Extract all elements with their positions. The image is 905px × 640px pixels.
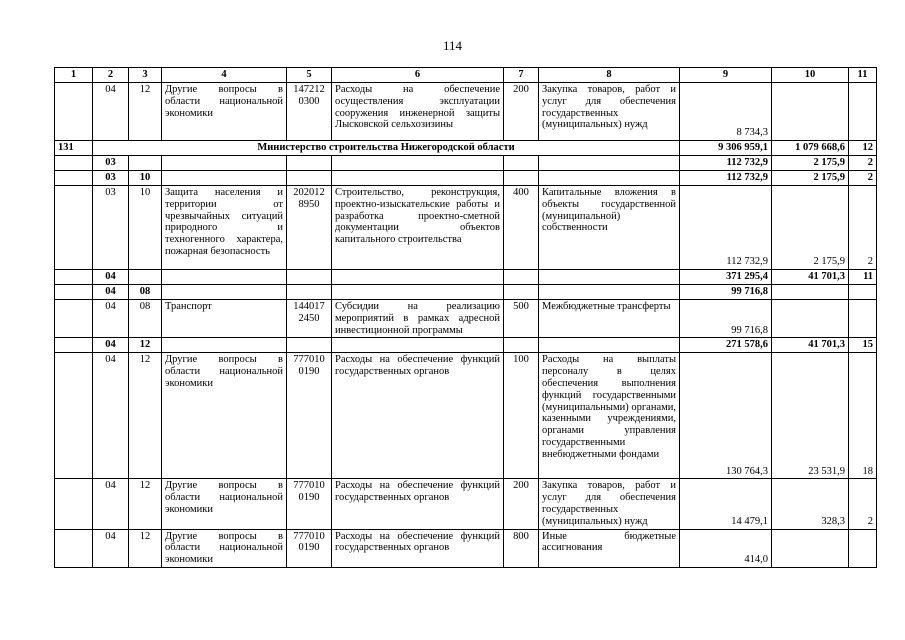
header-cell: 6: [332, 68, 504, 83]
expense-type-code: 400: [504, 186, 539, 270]
target-article-name: Субсидии на реализацию мероприятий в рамках адресной инвестиционной программы: [332, 300, 504, 338]
expense-type-name: Закупка товаров, работ и услуг для обеспечения государственных (муниципальных) нужд: [539, 479, 680, 529]
table-cell: [539, 285, 680, 300]
table-cell: [55, 270, 93, 285]
table-cell: [504, 171, 539, 186]
page-number: 114: [442, 38, 463, 53]
table-row: [55, 479, 877, 529]
table-cell: [55, 300, 93, 338]
table-cell: [287, 338, 332, 353]
expense-type-name: Закупка товаров, работ и услуг для обеспечения государственных (муниципальных) нужд: [539, 83, 680, 141]
subsection-name: Другие вопросы в области национальной экономики: [162, 529, 287, 567]
header-cell: 3: [129, 68, 162, 83]
target-article-name: Расходы на обеспечение функций государственных органов: [332, 529, 504, 567]
amount-percent: 18: [849, 353, 877, 479]
amount-percent: 12: [849, 141, 877, 156]
amount-secondary: 2 175,9: [772, 156, 849, 171]
header-cell: 11: [849, 68, 877, 83]
header-cell: 2: [93, 68, 129, 83]
target-article-code: 202012 8950: [287, 186, 332, 270]
table-cell: [129, 270, 162, 285]
table-cell: [162, 270, 287, 285]
subsection-code: 12: [129, 529, 162, 567]
table-cell: [287, 285, 332, 300]
table-cell: [55, 529, 93, 567]
subsection-code: 12: [129, 83, 162, 141]
section-code: 04: [93, 270, 129, 285]
ministry-row: [55, 141, 877, 156]
section-code: 04: [93, 285, 129, 300]
subsection-code: 10: [129, 186, 162, 270]
subsection-name: Другие вопросы в области национальной экономики: [162, 479, 287, 529]
table-cell: [504, 285, 539, 300]
target-article-name: Строительство, реконструкция, проектно-изыскательские работы и разработка проектно-сметной документации объектов капитального строительства: [332, 186, 504, 270]
target-article-code: 777010 0190: [287, 529, 332, 567]
amount-secondary: [772, 300, 849, 338]
subsection-code: 12: [129, 353, 162, 479]
target-article-name: Расходы на обеспечение функций государственных органов: [332, 479, 504, 529]
table-cell: [162, 156, 287, 171]
table-cell: [55, 83, 93, 141]
section-code: 03: [93, 156, 129, 171]
table-cell: [129, 156, 162, 171]
amount-total: 112 732,9: [680, 156, 772, 171]
expense-type-code: 500: [504, 300, 539, 338]
subsection-code: 08: [129, 285, 162, 300]
amount-percent: 11: [849, 270, 877, 285]
subsection-code: 12: [129, 338, 162, 353]
amount-percent: 2: [849, 479, 877, 529]
amount-percent: 2: [849, 156, 877, 171]
section-total-row: [55, 270, 877, 285]
amount-secondary: 1 079 668,6: [772, 141, 849, 156]
table-cell: [332, 171, 504, 186]
expense-type-code: 100: [504, 353, 539, 479]
table-cell: [162, 285, 287, 300]
amount-total: 271 578,6: [680, 338, 772, 353]
section-code: 04: [93, 300, 129, 338]
amount-secondary: [772, 83, 849, 141]
target-article-name: Расходы на обеспечение функций государственных органов: [332, 353, 504, 479]
table-row: [55, 300, 877, 338]
amount-secondary: [772, 529, 849, 567]
target-article-code: 777010 0190: [287, 353, 332, 479]
section-code: 03: [93, 186, 129, 270]
amount-percent: [849, 83, 877, 141]
amount-percent: 2: [849, 186, 877, 270]
amount-total: 130 764,3: [680, 353, 772, 479]
section-code: 03: [93, 171, 129, 186]
table-cell: [332, 156, 504, 171]
subsection-code: 08: [129, 300, 162, 338]
target-article-code: 777010 0190: [287, 479, 332, 529]
table-cell: [504, 156, 539, 171]
subsection-code: 12: [129, 479, 162, 529]
budget-table: [54, 67, 877, 568]
section-code: 04: [93, 479, 129, 529]
expense-type-code: 200: [504, 479, 539, 529]
table-row: [55, 83, 877, 141]
table-row: [55, 529, 877, 567]
subsection-total-row: [55, 171, 877, 186]
subsection-name: Другие вопросы в области национальной экономики: [162, 83, 287, 141]
amount-total: 99 716,8: [680, 285, 772, 300]
amount-total: 99 716,8: [680, 300, 772, 338]
table-cell: [55, 285, 93, 300]
header-cell: 10: [772, 68, 849, 83]
amount-total: 112 732,9: [680, 186, 772, 270]
table-cell: [539, 338, 680, 353]
table-header-row: [55, 68, 877, 83]
amount-secondary: 41 701,3: [772, 338, 849, 353]
subsection-total-row: [55, 285, 877, 300]
table-cell: [539, 171, 680, 186]
amount-total: 8 734,3: [680, 83, 772, 141]
table-cell: [287, 270, 332, 285]
subsection-code: 10: [129, 171, 162, 186]
header-cell: 8: [539, 68, 680, 83]
subsection-name: Транспорт: [162, 300, 287, 338]
amount-total: 112 732,9: [680, 171, 772, 186]
table-cell: [55, 186, 93, 270]
target-article-code: 144017 2450: [287, 300, 332, 338]
amount-percent: 15: [849, 338, 877, 353]
header-cell: 4: [162, 68, 287, 83]
amount-percent: [849, 529, 877, 567]
subsection-total-row: [55, 338, 877, 353]
section-code: 04: [93, 353, 129, 479]
header-cell: 7: [504, 68, 539, 83]
amount-percent: [849, 300, 877, 338]
table-cell: [162, 171, 287, 186]
section-code: 04: [93, 83, 129, 141]
amount-secondary: 2 175,9: [772, 186, 849, 270]
table-cell: [539, 156, 680, 171]
ministry-code: 131: [55, 141, 93, 156]
expense-type-code: 200: [504, 83, 539, 141]
section-total-row: [55, 156, 877, 171]
table-cell: [504, 338, 539, 353]
target-article-code: 147212 0300: [287, 83, 332, 141]
section-code: 04: [93, 338, 129, 353]
table-cell: [55, 479, 93, 529]
amount-secondary: 41 701,3: [772, 270, 849, 285]
table-cell: [287, 156, 332, 171]
table-cell: [332, 270, 504, 285]
target-article-name: Расходы на обеспечение осуществления эксплуатации сооружения инженерной защиты Лысковской сельхозизины: [332, 83, 504, 141]
expense-type-name: Капитальные вложения в объекты государственной (муниципальной) собственности: [539, 186, 680, 270]
subsection-name: Другие вопросы в области национальной экономики: [162, 353, 287, 479]
table-cell: [332, 285, 504, 300]
ministry-name: Министерство строительства Нижегородской области: [93, 141, 680, 156]
table-cell: [332, 338, 504, 353]
table-cell: [55, 338, 93, 353]
amount-total: 371 295,4: [680, 270, 772, 285]
table-cell: [539, 270, 680, 285]
expense-type-name: Межбюджетные трансферты: [539, 300, 680, 338]
table-row: [55, 186, 877, 270]
expense-type-name: Расходы на выплаты персоналу в целях обеспечения выполнения функций государственными (муниципальными) органами, казенными учреждениями, органами управления государственными внебюджетными фондами: [539, 353, 680, 479]
table-cell: [55, 156, 93, 171]
table-cell: [162, 338, 287, 353]
header-cell: 9: [680, 68, 772, 83]
amount-secondary: 23 531,9: [772, 353, 849, 479]
amount-percent: 2: [849, 171, 877, 186]
subsection-name: Защита населения и территории от чрезвычайных ситуаций природного и техногенного характера, пожарная безопасность: [162, 186, 287, 270]
amount-percent: [849, 285, 877, 300]
table-cell: [55, 171, 93, 186]
amount-total: 414,0: [680, 529, 772, 567]
expense-type-name: Иные бюджетные ассигнования: [539, 529, 680, 567]
expense-type-code: 800: [504, 529, 539, 567]
amount-secondary: [772, 285, 849, 300]
amount-secondary: 2 175,9: [772, 171, 849, 186]
amount-total: 9 306 959,1: [680, 141, 772, 156]
section-code: 04: [93, 529, 129, 567]
table-cell: [504, 270, 539, 285]
table-cell: [287, 171, 332, 186]
amount-secondary: 328,3: [772, 479, 849, 529]
header-cell: 5: [287, 68, 332, 83]
table-row: [55, 353, 877, 479]
amount-total: 14 479,1: [680, 479, 772, 529]
table-cell: [55, 353, 93, 479]
header-cell: 1: [55, 68, 93, 83]
